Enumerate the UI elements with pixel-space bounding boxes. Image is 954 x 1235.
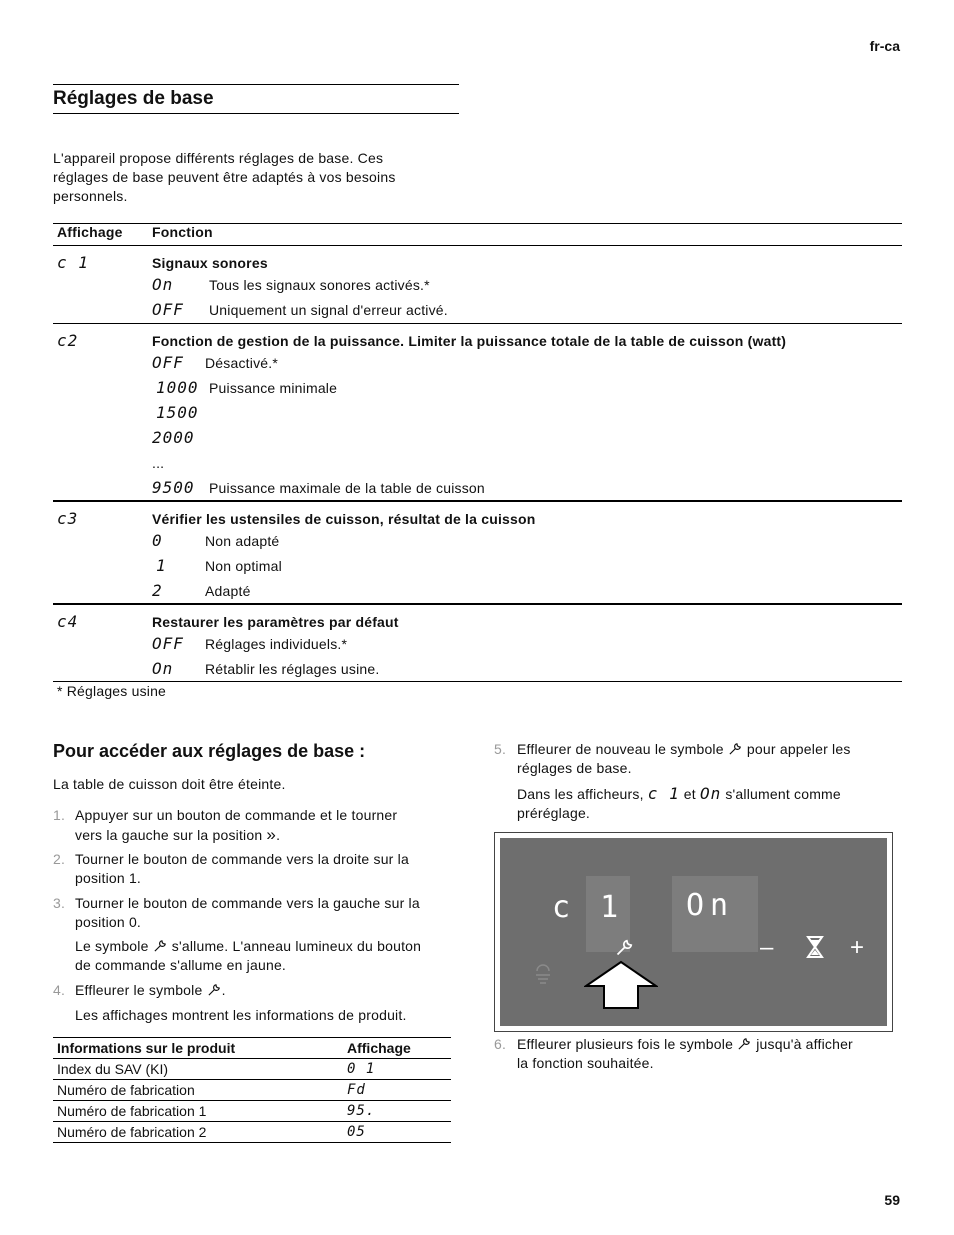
intro-off: La table de cuisson doit être éteinte. (53, 776, 286, 792)
double-chevron-icon: » (266, 825, 277, 844)
step-number: 1. (53, 807, 66, 823)
table-header-row (53, 1038, 451, 1059)
step-5: Effleurer de nouveau le symbole pour appeler les réglages de base. (517, 741, 851, 776)
option-display: 1500 (156, 403, 199, 422)
table-rule (53, 681, 902, 682)
col-header-info: Informations sur le produit (53, 1038, 343, 1059)
cooktop-panel-illustration (494, 832, 893, 1032)
title-rule-top (53, 84, 459, 85)
right-display: On (686, 888, 735, 923)
option-display: 1000 (156, 378, 199, 397)
col-header-display: Affichage (57, 224, 123, 240)
row-label: Numéro de fabrication 1 (53, 1101, 343, 1122)
option-display: OFF (152, 353, 184, 372)
page-number: 59 (884, 1192, 900, 1208)
code-c1: c 1 (57, 253, 89, 272)
left-display: c 1 (552, 890, 625, 925)
option-text: Réglages individuels.* (205, 636, 348, 652)
col-header-function: Fonction (152, 224, 213, 240)
option-text: Non adapté (205, 533, 280, 549)
step-number: 4. (53, 982, 66, 998)
option-text: Adapté (205, 583, 251, 599)
step-number: 2. (53, 851, 66, 867)
row-label: Numéro de fabrication (53, 1080, 343, 1101)
step-2: Tourner le bouton de commande vers la droite sur la position 1. (75, 851, 409, 886)
option-display: On (152, 275, 174, 294)
table-rule (53, 323, 902, 324)
option-display: 0 (152, 531, 163, 550)
row-label: Index du SAV (KI) (53, 1059, 343, 1080)
wrench-icon (153, 938, 168, 953)
col-header-display: Affichage (343, 1038, 451, 1059)
row-display: 0 1 (343, 1059, 451, 1080)
child-lock-icon[interactable] (534, 963, 552, 985)
table-row (53, 1080, 451, 1101)
product-info-table (53, 1037, 451, 1143)
table-row (53, 1059, 451, 1080)
code-c4: c4 (57, 612, 79, 631)
group-title: Signaux sonores (152, 255, 268, 271)
table-rule (53, 500, 902, 502)
table-rule (53, 245, 902, 246)
step-5-note: Dans les afficheurs, c 1 et On s'allument comme préréglage. (517, 784, 841, 821)
option-text: Non optimal (205, 558, 282, 574)
group-title: Fonction de gestion de la puissance. Limiter la puissance totale de la table de cuisson (watt) (152, 333, 787, 349)
step-4-note: Les affichages montrent les informations de produit. (75, 1007, 407, 1023)
table-row (53, 1122, 451, 1143)
table-rule (53, 603, 902, 605)
option-display: 1 (156, 556, 167, 575)
step-1: Appuyer sur un bouton de commande et le tourner vers la gauche sur la position ». (75, 807, 398, 844)
option-display: On (152, 659, 174, 678)
step-3-note: Le symbole s'allume. L'anneau lumineux du bouton de commande s'allume en jaune. (75, 938, 422, 973)
option-display: OFF (152, 634, 184, 653)
hourglass-icon[interactable] (806, 936, 824, 958)
group-title: Restaurer les paramètres par défaut (152, 614, 399, 630)
option-display: 2000 (152, 428, 195, 447)
option-display: OFF (152, 300, 184, 319)
table-row (53, 1101, 451, 1122)
language-code: fr-ca (869, 38, 900, 54)
step-number: 3. (53, 895, 66, 911)
row-display: 05 (343, 1122, 451, 1143)
step-number: 5. (494, 741, 507, 757)
code-c2: c2 (57, 331, 79, 350)
option-text: Puissance minimale (209, 380, 338, 396)
option-text: Rétablir les réglages usine. (205, 661, 380, 677)
row-display: Fd (343, 1080, 451, 1101)
minus-button[interactable]: – (760, 934, 774, 961)
footnote: * Réglages usine (57, 683, 167, 699)
option-text: Puissance maximale de la table de cuisson (209, 480, 485, 496)
wrench-icon (207, 982, 222, 997)
step-3: Tourner le bouton de commande vers la gauche sur la position 0. (75, 895, 420, 930)
intro-paragraph: L'appareil propose différents réglages de base. Ces réglages de base peuvent être adaptés à vos besoins personnels. (53, 150, 396, 204)
option-display: 2 (152, 581, 163, 600)
option-ellipsis: ... (152, 455, 165, 471)
option-display: 9500 (152, 478, 195, 497)
option-text: Uniquement un signal d'erreur activé. (209, 302, 448, 318)
plus-button[interactable]: + (850, 934, 865, 961)
panel-surface (500, 838, 887, 1026)
option-text: Tous les signaux sonores activés.* (209, 277, 430, 293)
wrench-icon (728, 741, 743, 756)
step-4: Effleurer le symbole . (75, 982, 226, 998)
step-number: 6. (494, 1036, 507, 1052)
option-text: Désactivé.* (205, 355, 279, 371)
wrench-icon (737, 1036, 752, 1051)
section-title-access: Pour accéder aux réglages de base : (53, 741, 366, 761)
row-label: Numéro de fabrication 2 (53, 1122, 343, 1143)
row-display: 95. (343, 1101, 451, 1122)
group-title: Vérifier les ustensiles de cuisson, résultat de la cuisson (152, 511, 536, 527)
pointer-arrow-icon (584, 960, 658, 1010)
title-rule-bottom (53, 113, 459, 114)
wrench-icon[interactable] (614, 937, 636, 957)
section-title-basic-settings: Réglages de base (53, 88, 214, 109)
step-6: Effleurer plusieurs fois le symbole jusqu'à afficher la fonction souhaitée. (517, 1036, 853, 1071)
code-c3: c3 (57, 509, 79, 528)
